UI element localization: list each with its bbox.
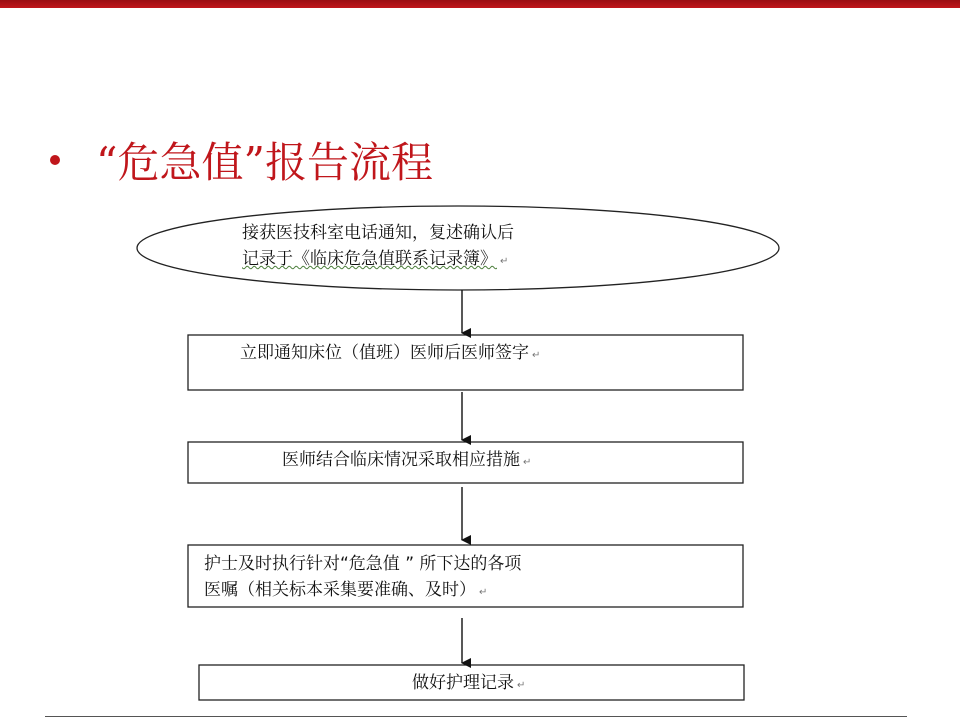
node-label-physician-measures (282, 447, 531, 476)
return-mark-icon: ↵ (532, 350, 541, 361)
node-label-nursing-record (412, 670, 525, 699)
return-mark-icon: ↵ (517, 680, 526, 691)
node-text-line: 护士及时执行针对“危急值 ” 所下达的各项 (204, 554, 522, 574)
return-mark-icon: ↵ (500, 256, 509, 267)
return-mark-icon: ↵ (479, 587, 488, 598)
slide-title: “危急值”报告流程 (96, 138, 433, 187)
node-text-line: 接获医技科室电话通知，复述确认后 (242, 223, 514, 243)
return-mark-icon: ↵ (523, 457, 532, 468)
node-label-notify-physician (240, 340, 540, 369)
node-label-receive-call (242, 220, 514, 275)
node-text-line: 医嘱（相关标本采集要准确、及时） (204, 580, 476, 600)
node-text-line: 记录于《临床危急值联系记录簿》 (242, 249, 497, 269)
node-text-line: 立即通知床位（值班）医师后医师签字 (240, 343, 529, 363)
node-text-line: 医师结合临床情况采取相应措施 (282, 450, 520, 470)
bottom-divider (45, 716, 907, 717)
node-text-line: 做好护理记录 (412, 673, 514, 693)
node-label-nurse-execute (204, 551, 521, 606)
